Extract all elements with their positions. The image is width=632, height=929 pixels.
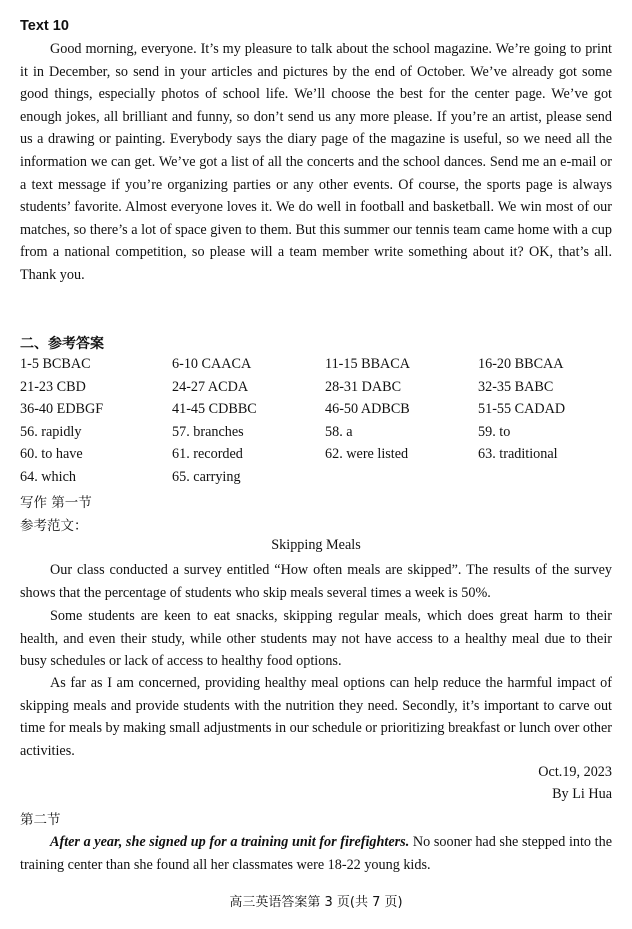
continuation-paragraph [20, 831, 612, 876]
answer-grid [20, 356, 620, 492]
answers-title: 二、参考答案 [20, 335, 104, 351]
essay-title: Skipping Meals [271, 537, 361, 553]
answer-cell: 63. traditional [478, 446, 558, 463]
answer-cell: 28-31 DABC [325, 378, 402, 395]
essay-paragraph-2: Some students are keen to eat snacks, skipping regular meals, which does great harm to their health, and even their study, while other students may not have access to a healthy meal due to their busy schedules or lack of access to healthy food options. [20, 608, 612, 670]
writing-section1-label: 写作 第一节 [20, 495, 92, 511]
answer-cell: 59. to [478, 423, 511, 440]
essay-paragraph-3: As far as I am concerned, providing healthy meal options can help reduce the harmful impact of skipping meals and provide students with the nutrition they need. Secondly, it’s important to carve out time for meals by making small adjustments in our schedule or prioritizing breakfast or lunch over other activities. [20, 675, 612, 759]
answer-cell: 36-40 EDBGF [20, 401, 104, 418]
answer-cell: 61. recorded [172, 446, 243, 463]
answer-cell: 65. carrying [172, 468, 241, 485]
essay-date: Oct.19, 2023 [538, 764, 612, 780]
answer-cell: 32-35 BABC [478, 378, 554, 395]
answer-cell: 21-23 CBD [20, 378, 86, 395]
essay-paragraph-1: Our class conducted a survey entitled “How often meals are skipped”. The results of the survey shows that the percentage of students who skip meals several times a week is 50%. [20, 562, 612, 601]
answer-row [20, 424, 620, 447]
essay-author: By Li Hua [552, 786, 612, 802]
answer-cell: 46-50 ADBCB [325, 401, 410, 418]
answer-cell: 6-10 CAACA [172, 356, 252, 372]
answer-cell: 41-45 CDBBC [172, 401, 257, 418]
answer-cell: 64. which [20, 468, 76, 485]
answer-row [20, 379, 620, 402]
answer-cell: 60. to have [20, 446, 83, 463]
answer-row [20, 446, 620, 469]
answer-cell: 11-15 BBACA [325, 356, 410, 372]
answer-cell: 51-55 CADAD [478, 401, 566, 418]
writing-section2-label: 第二节 [20, 812, 61, 828]
text10-body: Good morning, everyone. It’s my pleasure to talk about the school magazine. We’re going to print it in December, so send in your articles and pictures by the end of October. We’ve already got some good things, especially photos of school life. We’ll choose the best for the center page. We’ve got enough jokes, all brilliant and funny, so don’t send us any more please. If you’re an artist, please send us a drawing or painting. Everybody says the diary page of the magazine is useful, so we need all the information we can get. We’ve got a list of all the concerts and the school dances. Send me an e-mail or a text message if you’re organizing parties or any other events. Of course, the sports page is always students’ favorite. Almost everyone loves it. We do well in football and basketball. We win most of our matches, so there’s a lot of space given to them. But this summer our tennis team came home with a cup from a national competition, so please will a team member write something about it? OK, that’s all. Thank you. [20, 41, 612, 283]
answer-row [20, 469, 620, 492]
text10-heading: Text 10 [20, 18, 69, 34]
answer-cell: 24-27 ACDA [172, 378, 249, 395]
answer-cell: 58. a [325, 423, 353, 440]
answer-cell: 1-5 BCBAC [20, 356, 91, 372]
answer-row [20, 401, 620, 424]
answer-row [20, 356, 620, 379]
answer-cell: 16-20 BBCAA [478, 356, 564, 372]
continuation-opening-sentence: After a year, she signed up for a training unit for firefighters. [50, 834, 410, 850]
answer-cell: 62. were listed [325, 446, 409, 463]
answer-cell: 57. branches [172, 423, 244, 440]
answer-cell: 56. rapidly [20, 423, 82, 440]
page-footer: 高三英语答案第 3 页(共 7 页) [229, 895, 403, 910]
sample-essay-label: 参考范文： [20, 518, 88, 534]
continuation-text: No sooner had she stepped into the training center than she found all her classmates were 18-22 young kids. [20, 834, 612, 873]
